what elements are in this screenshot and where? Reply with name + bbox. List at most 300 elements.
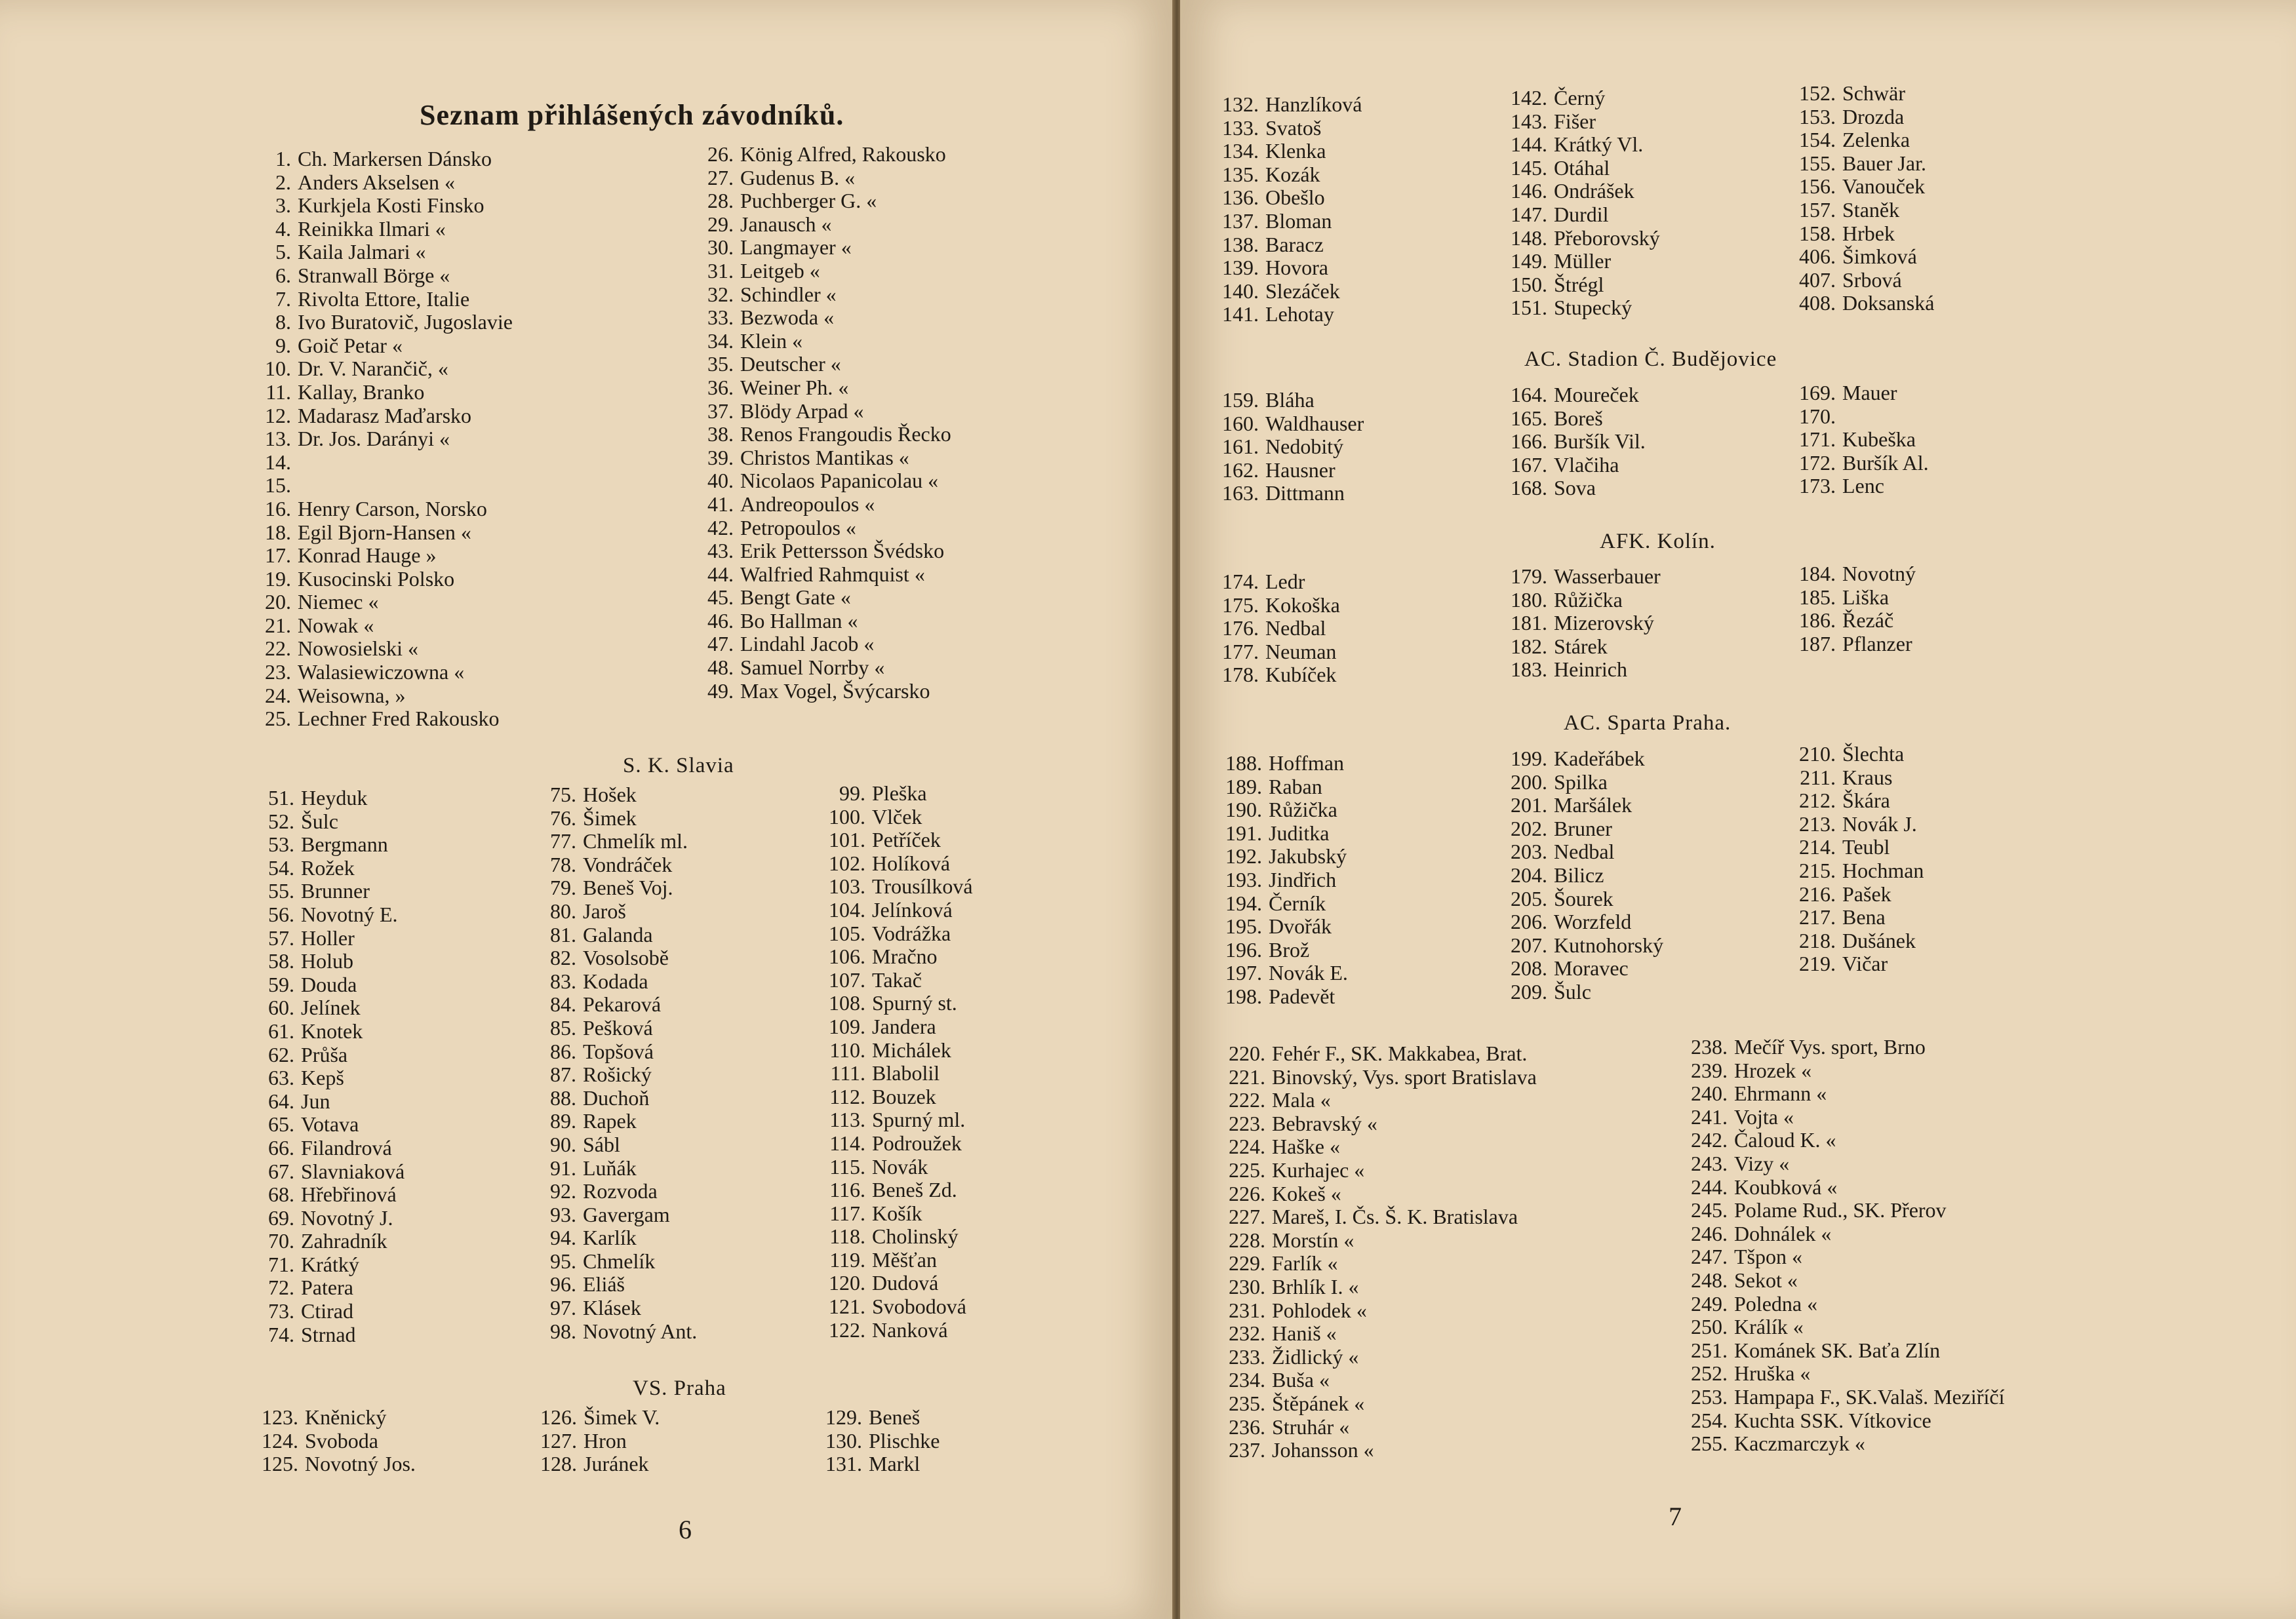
entry-name: Weisowna, »: [298, 683, 406, 707]
entry-name: Hrozek «: [1734, 1058, 1812, 1082]
list-column: [1688, 1036, 2004, 1456]
entry-name: Nanková: [872, 1317, 948, 1342]
list-item: [1226, 1182, 1537, 1206]
entry-number: 109.: [829, 1014, 865, 1038]
entry-name: Langmayer «: [740, 235, 852, 260]
list-item: [1226, 1112, 1537, 1136]
list-item: [1688, 1036, 2004, 1059]
list-item: [826, 945, 973, 969]
entry-name: Kománek SK. Baťa Zlín: [1734, 1338, 1941, 1362]
entry-number: 125.: [262, 1452, 298, 1476]
entry-name: Anders Akselsen «: [298, 170, 455, 194]
list-item: [266, 996, 405, 1020]
entry-name: Hoffman: [1269, 751, 1344, 775]
entry-number: 128.: [540, 1452, 577, 1476]
entry-number: 73.: [268, 1299, 294, 1323]
entry-name: Niemec «: [298, 590, 379, 614]
entry-name: König Alfred, Rakousko: [740, 142, 946, 166]
entry-number: 166.: [1511, 429, 1547, 454]
entry-name: Rošický: [583, 1063, 652, 1087]
entry-name: Novotný Jos.: [305, 1452, 416, 1476]
list-item: [1223, 985, 1348, 1009]
list-item: [266, 880, 405, 903]
entry-name: Lenc: [1842, 474, 1884, 498]
entry-number: 169.: [1799, 381, 1836, 404]
entry-name: Pašek: [1842, 882, 1891, 906]
entry-number: 229.: [1229, 1251, 1265, 1276]
entry-number: 224.: [1229, 1135, 1265, 1159]
list-item: [826, 969, 973, 992]
entry-number: 64.: [268, 1089, 294, 1113]
list-item: [826, 1085, 973, 1109]
list-item: [1223, 915, 1348, 939]
entry-name: Luňák: [583, 1156, 637, 1180]
entry-number: 240.: [1691, 1082, 1728, 1106]
list-item: [1688, 1432, 2004, 1456]
entry-number: 105.: [829, 921, 865, 945]
entry-name: Spilka: [1554, 770, 1608, 794]
entry-number: 63.: [268, 1066, 294, 1090]
entry-number: 74.: [268, 1322, 294, 1346]
list-item: [705, 517, 951, 540]
list-item: [1688, 1362, 2004, 1386]
list-item: [1688, 1129, 2004, 1152]
list-item: [1219, 256, 1362, 280]
list-item: [1796, 152, 1934, 176]
entry-number: 236.: [1229, 1414, 1265, 1439]
entry-number: 233.: [1229, 1344, 1265, 1369]
entry-number: 161.: [1222, 435, 1259, 459]
list-item: [1796, 743, 1924, 766]
entry-number: 72.: [268, 1276, 294, 1300]
entry-number: 151.: [1511, 296, 1547, 320]
list-item: [823, 1430, 940, 1453]
entry-number: 13.: [265, 427, 291, 451]
entry-number: 86.: [550, 1039, 576, 1063]
list-item: [1688, 1176, 2004, 1200]
entry-number: 21.: [265, 613, 291, 637]
entry-number: 94.: [550, 1226, 576, 1250]
entry-number: 170.: [1799, 404, 1836, 428]
list-item: [705, 166, 951, 190]
entry-number: 22.: [265, 636, 291, 661]
list-item: [705, 376, 951, 400]
list-item: [1796, 245, 1934, 269]
list-item: [1226, 1322, 1537, 1346]
page-number: 7: [1669, 1502, 1682, 1531]
entry-name: Šimek: [583, 806, 637, 830]
entry-number: 62.: [268, 1042, 294, 1066]
list-item: [1796, 766, 1924, 790]
entry-number: 23.: [265, 660, 291, 684]
list-item: [1226, 1252, 1537, 1276]
entry-name: Polame Rud., SK. Přerov: [1734, 1198, 1947, 1222]
list-item: [1508, 589, 1661, 612]
entry-number: 33.: [707, 305, 734, 330]
list-item: [823, 1453, 940, 1476]
entry-number: 208.: [1511, 956, 1547, 981]
entry-name: Bilicz: [1554, 863, 1604, 887]
right-page: [1180, 0, 2296, 1619]
entry-number: 136.: [1222, 185, 1259, 210]
list-item: [262, 497, 513, 521]
entry-name: Haške «: [1272, 1135, 1340, 1159]
entry-name: Spurný ml.: [872, 1108, 966, 1132]
entry-name: Max Vogel, Švýcarsko: [740, 678, 930, 703]
list-item: [705, 469, 951, 493]
entry-name: Ehrmann «: [1734, 1082, 1827, 1106]
list-item: [1688, 1199, 2004, 1222]
entry-number: 124.: [262, 1428, 298, 1453]
list-item: [1688, 1082, 2004, 1106]
entry-name: Samuel Norrby «: [740, 655, 885, 680]
entry-name: Holler: [301, 926, 355, 950]
entry-name: Beneš Zd.: [872, 1178, 957, 1202]
list-item: [1223, 892, 1348, 916]
entry-name: Klásek: [583, 1296, 641, 1320]
entry-number: 7.: [275, 286, 291, 311]
list-column: [262, 147, 513, 731]
list-item: [1796, 952, 1924, 976]
list-item: [266, 1044, 405, 1067]
entry-number: 247.: [1691, 1245, 1728, 1269]
entry-name: Kaczmarczyk «: [1734, 1432, 1865, 1456]
list-item: [1508, 840, 1663, 864]
list-item: [1796, 175, 1934, 199]
entry-name: Dohnálek «: [1734, 1221, 1832, 1245]
list-item: [705, 400, 951, 423]
entry-number: 204.: [1511, 863, 1547, 887]
entry-name: Deutscher «: [740, 352, 841, 376]
entry-number: 160.: [1222, 411, 1259, 435]
list-item: [266, 1020, 405, 1044]
entry-number: 98.: [550, 1319, 576, 1343]
entry-number: 140.: [1222, 279, 1259, 303]
entry-name: Jakubský: [1269, 844, 1347, 868]
entry-number: 133.: [1222, 115, 1259, 140]
list-item: [262, 591, 513, 614]
list-item: [705, 236, 951, 260]
entry-name: Hanzlíková: [1265, 92, 1362, 116]
entry-name: Trousílková: [872, 874, 973, 899]
entry-name: Krátký Vl.: [1554, 132, 1644, 157]
entry-name: Sova: [1554, 476, 1596, 500]
list-item: [1226, 1392, 1537, 1416]
entry-number: 189.: [1225, 774, 1262, 798]
list-item: [259, 1453, 416, 1476]
list-item: [1796, 106, 1934, 129]
entry-name: Přeborovský: [1554, 225, 1660, 250]
entry-number: 220.: [1229, 1042, 1265, 1065]
list-item: [705, 213, 951, 237]
entry-name: Růžička: [1269, 798, 1337, 822]
list-item: [259, 1430, 416, 1453]
list-item: [826, 1015, 973, 1039]
entry-name: Rapek: [583, 1109, 637, 1133]
entry-name: Sábl: [583, 1132, 620, 1156]
entry-name: Neuman: [1265, 639, 1337, 663]
entry-number: 5.: [275, 240, 291, 264]
entry-number: 239.: [1691, 1058, 1728, 1082]
entry-name: Eliáš: [583, 1272, 625, 1297]
entry-name: Staněk: [1842, 197, 1900, 222]
entry-number: 12.: [265, 403, 291, 427]
list-item: [1508, 612, 1661, 635]
entry-name: Krátký: [301, 1252, 359, 1276]
list-item: [826, 1272, 973, 1295]
entry-name: Kepš: [301, 1066, 344, 1090]
entry-name: Schindler «: [740, 282, 837, 306]
list-item: [547, 1226, 697, 1250]
entry-name: Buršík Vil.: [1554, 429, 1646, 454]
entry-name: Stárek: [1554, 634, 1608, 658]
entry-name: Liška: [1842, 585, 1890, 609]
entry-name: Dvořák: [1269, 914, 1332, 939]
entry-name: Takač: [872, 967, 922, 992]
entry-name: Zahradník: [301, 1229, 387, 1253]
list-item: [826, 922, 973, 946]
entry-name: Bengt Gate «: [740, 585, 851, 610]
page-number: 6: [679, 1515, 692, 1544]
list-item: [1688, 1222, 2004, 1246]
entry-name: Maršálek: [1554, 793, 1633, 817]
list-item: [1796, 452, 1929, 475]
list-item: [1688, 1409, 2004, 1433]
entry-name: Fišer: [1554, 109, 1596, 133]
entry-name: Nicolaos Papanicolau «: [740, 469, 939, 493]
entry-name: Čaloud K. «: [1734, 1128, 1836, 1152]
entry-number: 246.: [1691, 1221, 1728, 1245]
list-item: [705, 493, 951, 517]
entry-number: 206.: [1511, 910, 1547, 934]
list-item: [1508, 934, 1663, 958]
entry-number: 60.: [268, 996, 294, 1020]
list-item: [266, 1253, 405, 1277]
list-item: [1508, 296, 1660, 320]
list-item: [705, 260, 951, 283]
entry-number: 162.: [1222, 458, 1259, 482]
entry-name: Bouzek: [872, 1084, 936, 1108]
entry-name: Jelínková: [872, 897, 953, 922]
entry-number: 15.: [265, 473, 291, 497]
entry-name: Reinikka Ilmari «: [298, 216, 446, 241]
entry-name: Hron: [584, 1428, 627, 1453]
entry-name: Waldhauser: [1265, 411, 1364, 435]
entry-number: 102.: [829, 851, 865, 875]
list-item: [266, 973, 405, 997]
entry-number: 142.: [1511, 86, 1547, 109]
entry-name: Doksanská: [1842, 291, 1935, 315]
list-item: [705, 446, 951, 470]
list-item: [262, 684, 513, 708]
entry-name: Cholinský: [872, 1224, 959, 1249]
entry-name: Kokoška: [1265, 593, 1340, 617]
entry-number: 178.: [1222, 663, 1259, 687]
entry-name: Duchoň: [583, 1085, 650, 1110]
entry-name: Madarasz Maďarsko: [298, 403, 472, 427]
list-item: [1796, 906, 1924, 929]
entry-name: Binovský, Vys. sport Bratislava: [1272, 1064, 1537, 1089]
entry-name: Vlačiha: [1554, 452, 1619, 477]
entry-name: Nowak «: [298, 613, 374, 637]
entry-number: 251.: [1691, 1338, 1728, 1362]
list-item: [262, 264, 513, 288]
entry-name: Henry Carson, Norsko: [298, 496, 487, 520]
list-item: [547, 876, 697, 900]
list-item: [1219, 163, 1362, 187]
entry-number: 145.: [1511, 155, 1547, 180]
list-item: [1223, 939, 1348, 962]
entry-name: Mareš, I. Čs. Š. K. Bratislava: [1272, 1205, 1518, 1229]
entry-number: 186.: [1799, 608, 1836, 633]
entry-number: 48.: [707, 655, 734, 680]
list-item: [266, 1113, 405, 1137]
entry-number: 25.: [265, 707, 291, 731]
entry-name: Kuchta SSK. Vítkovice: [1734, 1408, 1931, 1432]
list-item: [1688, 1245, 2004, 1269]
list-item: [1226, 1135, 1537, 1159]
entry-number: 46.: [707, 608, 734, 633]
entry-number: 31.: [707, 258, 734, 283]
entry-number: 168.: [1511, 476, 1547, 500]
list-item: [1688, 1106, 2004, 1129]
list-item: [826, 782, 973, 806]
list-item: [1796, 82, 1934, 106]
entry-number: 66.: [268, 1135, 294, 1160]
entry-number: 184.: [1799, 562, 1836, 585]
entry-number: 231.: [1229, 1298, 1265, 1322]
list-item: [1219, 459, 1364, 482]
list-item: [1796, 633, 1916, 656]
list-item: [1508, 794, 1663, 817]
list-item: [547, 1063, 697, 1087]
list-item: [1219, 617, 1340, 640]
list-item: [826, 1319, 973, 1342]
entry-name: Beneš: [869, 1405, 920, 1429]
entry-number: 4.: [275, 216, 291, 241]
entry-name: Svobodová: [872, 1295, 966, 1319]
list-item: [1688, 1316, 2004, 1339]
list-item: [1796, 883, 1924, 907]
entry-number: 112.: [829, 1084, 865, 1108]
list-item: [262, 381, 513, 404]
list-item: [262, 474, 513, 497]
list-item: [266, 1183, 405, 1207]
list-item: [547, 924, 697, 947]
list-item: [826, 1225, 973, 1249]
list-item: [262, 171, 513, 195]
list-item: [1508, 180, 1660, 203]
list-item: [826, 829, 973, 852]
entry-name: Lindahl Jacob «: [740, 632, 875, 656]
list-item: [262, 707, 513, 731]
list-item: [1796, 813, 1924, 836]
list-item: [1508, 110, 1660, 134]
list-item: [1223, 752, 1348, 775]
entry-name: Lehotay: [1265, 302, 1334, 326]
entry-name: Gudenus B. «: [740, 165, 856, 189]
list-item: [262, 311, 513, 334]
list-item: [1219, 663, 1340, 687]
entry-number: 32.: [707, 282, 734, 306]
entry-name: Petříček: [872, 828, 941, 852]
entry-number: 199.: [1511, 747, 1547, 770]
list-item: [1688, 1339, 2004, 1363]
entry-number: 137.: [1222, 208, 1259, 233]
entry-name: Štrégl: [1554, 272, 1604, 296]
entry-name: Boreš: [1554, 406, 1603, 430]
list-item: [1226, 1276, 1537, 1299]
entry-name: Vičar: [1842, 952, 1888, 976]
entry-number: 10.: [265, 357, 291, 381]
list-item: [705, 189, 951, 213]
entry-number: 35.: [707, 352, 734, 376]
entry-name: Košík: [872, 1201, 922, 1225]
entry-number: 91.: [550, 1156, 576, 1180]
entry-name: Spurný st.: [872, 991, 957, 1015]
list-item: [262, 334, 513, 358]
entry-name: Drozda: [1842, 104, 1905, 128]
entry-name: Nedbal: [1554, 840, 1615, 864]
list-item: [1219, 140, 1362, 163]
list-item: [1223, 798, 1348, 822]
entry-name: Chmelík ml.: [583, 829, 688, 853]
entry-name: Růžička: [1554, 587, 1623, 612]
list-item: [705, 610, 951, 633]
entry-name: Lechner Fred Rakousko: [298, 707, 500, 731]
list-item: [1796, 428, 1929, 452]
entry-name: Ctirad: [301, 1299, 353, 1323]
entry-number: 406.: [1799, 244, 1836, 269]
list-item: [1688, 1059, 2004, 1083]
list-item: [1219, 93, 1362, 117]
entry-name: Mečíř Vys. sport, Brno: [1734, 1035, 1926, 1059]
entry-name: Jun: [301, 1089, 330, 1113]
section-heading: AC. Stadion Č. Budějovice: [1524, 347, 1777, 371]
entry-number: 96.: [550, 1272, 576, 1297]
entry-name: Andreopoulos «: [740, 492, 875, 516]
entry-number: 44.: [707, 562, 734, 586]
entry-name: Mala «: [1272, 1088, 1331, 1112]
entry-number: 183.: [1511, 657, 1547, 682]
entry-number: 176.: [1222, 616, 1259, 640]
entry-number: 61.: [268, 1019, 294, 1043]
list-item: [1796, 475, 1929, 498]
entry-number: 53.: [268, 832, 294, 857]
list-item: [1223, 845, 1348, 868]
list-column: [1508, 747, 1663, 1004]
list-column: [1796, 562, 1916, 655]
list-item: [826, 1202, 973, 1226]
entry-number: 187.: [1799, 631, 1836, 655]
entry-name: Knotek: [301, 1019, 363, 1043]
list-column: [1223, 752, 1348, 1009]
entry-name: Štěpánek «: [1272, 1391, 1365, 1415]
entry-number: 196.: [1225, 937, 1262, 962]
entry-name: Filandrová: [301, 1135, 392, 1160]
entry-name: Vanouček: [1842, 174, 1926, 199]
entry-number: 188.: [1225, 751, 1262, 775]
entry-name: Weiner Ph. «: [740, 375, 849, 399]
list-item: [1219, 640, 1340, 664]
entry-name: Bezwoda «: [740, 305, 835, 330]
entry-name: Walfried Rahmquist «: [740, 562, 925, 586]
list-item: [262, 218, 513, 241]
entry-number: 171.: [1799, 427, 1836, 452]
entry-number: 71.: [268, 1252, 294, 1276]
entry-name: Jelínek: [301, 996, 361, 1020]
list-item: [262, 661, 513, 684]
